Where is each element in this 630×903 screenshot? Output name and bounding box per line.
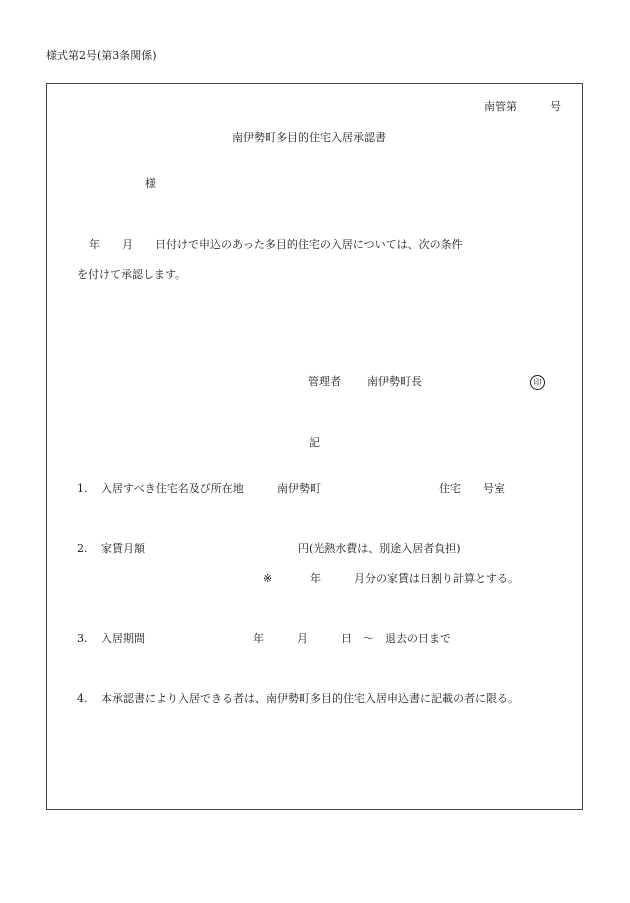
item-2-value: 円(光熱水費は、別途入居者負担) [298,542,461,555]
doc-number: 南管第 号 [484,100,561,113]
item-2-note-mark: ※ [263,572,273,585]
item-4-num: 4. [77,692,88,705]
form-label: 様式第2号(第3条関係) [46,49,157,62]
item-1-label: 入居すべき住宅名及び所在地 [101,482,244,495]
ki-heading: 記 [309,436,320,449]
manager-name: 南伊勢町長 [367,375,422,388]
body-line-2: を付けて承認します。 [77,268,187,281]
item-4-label: 本承認書により入居できる者は、南伊勢町多目的住宅入居申込書に記載の者に限る。 [101,692,519,705]
item-2-note: 年 月分の家賃は日割り計算とする。 [310,572,519,585]
item-3-value: 年 月 日 ～ 退去の日まで [253,632,451,645]
manager-label: 管理者 [308,375,341,388]
body-line-1: 年 月 日付けで申込のあった多目的住宅の入居については、次の条件 [89,238,463,251]
item-1-suffix: 住宅 号室 [439,482,505,495]
addressee-suffix: 様 [145,177,156,190]
seal-icon: 印 [530,375,545,390]
item-2-num: 2. [77,542,88,555]
item-1-value: 南伊勢町 [277,482,321,495]
item-2-label: 家賃月額 [101,542,145,555]
item-3-label: 入居期間 [101,632,145,645]
item-3-num: 3. [77,632,88,645]
item-1-num: 1. [77,482,88,495]
seal-mark [530,375,545,390]
page-title: 南伊勢町多目的住宅入居承認書 [232,131,386,144]
